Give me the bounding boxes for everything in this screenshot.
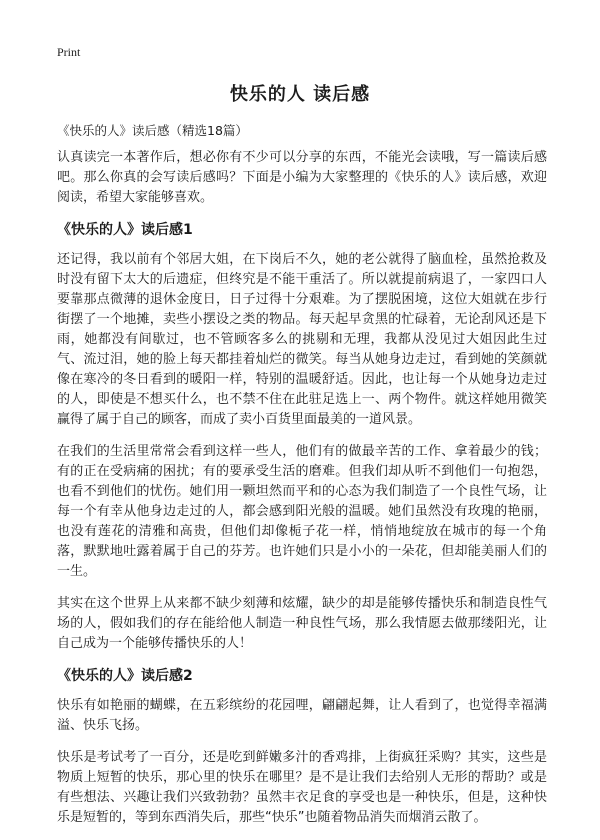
article-body [57,148,547,840]
page-subtitle: 《快乐的人》读后感（精选18篇） [57,123,248,138]
section-heading: 《快乐的人》读后感2 [57,668,193,684]
paragraph: 还记得，我以前有个邻居大姐，在下岗后不久，她的老公就得了脑血栓，虽然抢救及时没有留下太大的后遗症，但终究是不能干重活了。所以就提前病退了，一家四口人要靠那点微薄的退休金度日，日子过得十分艰难。为了摆脱困境，这位大姐就在步行街摆了一个地摊，卖些小摆设之类的物品。每天起早贪黑的忙碌着，无论刮风还是下雨，她都没有间歇过，也不管顾客多么的挑剔和无理，我都从没见过大姐因此生过气、流过泪，她的脸上每天都挂着灿烂的微笑。每当从她身边走过，看到她的笑颜就像在寒冷的冬日看到的暖阳一样，特别的温暖舒适。因此，也让每一个从她身边走过的人，即使是不想买什么，也不禁不住在此驻足选上一、两个物件。就这样她用微笑赢得了属于自己的顾客，而成了卖小百货里面最美的一道风景。 [57,252,547,427]
paragraph: 在我们的生活里常常会看到这样一些人，他们有的做最辛苦的工作、拿着最少的钱；有的正在受病痛的困扰；有的要承受生活的磨难。但我们却从听不到他们一句抱怨，也看不到他们的忧伤。她们用一颗坦然而平和的心态为我们制造了一个良性气场，让每一个有幸从他身边走过的人，都会感到阳光般的温暖。她们虽然没有玫瑰的艳丽，也没有莲花的清雅和高贵，但他们却像栀子花一样，悄悄地绽放在城市的每一个角落，默默地吐露着属于自己的芬芳。也许她们只是小小的一朵花，但却能美丽人们的一生。 [57,444,547,579]
intro-paragraph: 认真读完一本著作后，想必你有不少可以分享的东西，不能光会读哦，写一篇读后感吧。那么你真的会写读后感吗？下面是小编为大家整理的《快乐的人》读后感，欢迎阅读，希望大家能够喜欢。 [57,150,547,205]
paragraph: 快乐有如艳丽的蝴蝶，在五彩缤纷的花园哩，翩翩起舞，让人看到了，也觉得幸福满溢、快乐飞扬。 [57,698,547,733]
page-title: 快乐的人 读后感 [229,84,371,105]
section-heading: 《快乐的人》读后感1 [57,222,193,238]
paragraph: 其实在这个世界上从来都不缺少刻薄和炫耀，缺少的却是能够传播快乐和制造良性气场的人，假如我们的存在能给他人制造一种良性气场，那么我情愿去做那缕阳光，让自己成为一个能够传播快乐的人！ [57,596,547,651]
print-link[interactable]: Print [57,45,81,59]
paragraph: 快乐是考试考了一百分，还是吃到鲜嫩多汁的香鸡排，上街疯狂采购？其实，这些是物质上短暂的快乐，那心里的快乐在哪里？是不是让我们去给别人无形的帮助？或是有些想法、兴趣让我们兴致勃勃？虽然丰衣足食的享受也是一种快乐，但是，这种快乐是短暂的，等到东西消失后，那些“快乐”也随着物品消失而烟消云散了。 [57,750,547,825]
